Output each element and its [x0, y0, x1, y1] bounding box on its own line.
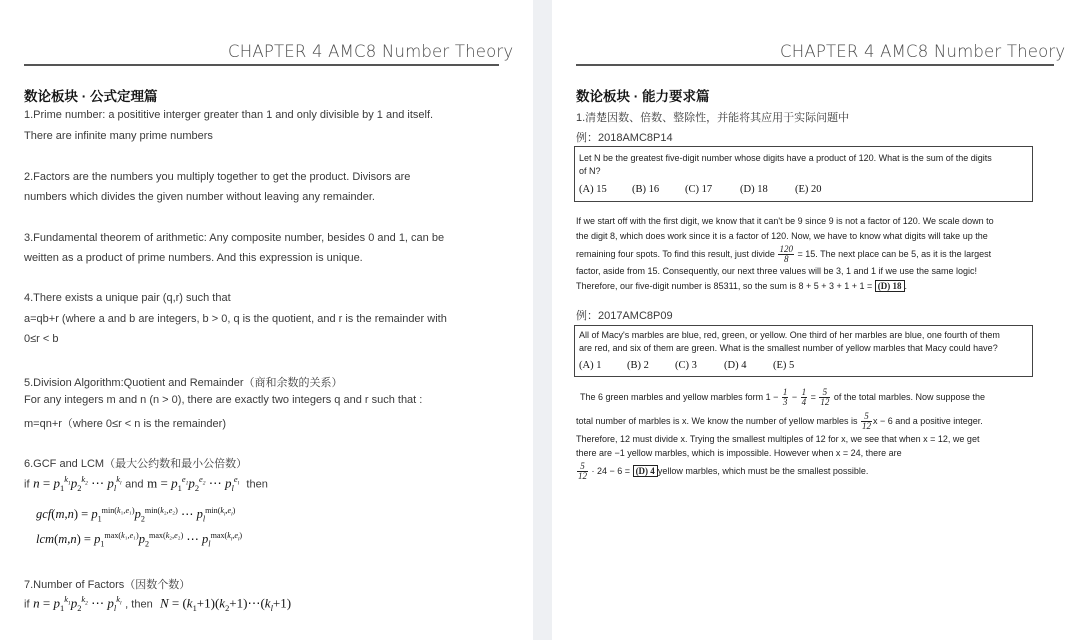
choice-b: (B) 2	[627, 360, 649, 371]
solution2-line1-b: of the total marbles. Now suppose the	[833, 391, 985, 402]
solution2-line3: Therefore, 12 must divide x. Trying the smallest multiples of 12 for x, we see that when x = 12, we get	[576, 434, 980, 444]
choice-a: (A) 1	[579, 360, 602, 371]
fraction-5-12-c: $\frac{5}{12}$	[578, 461, 587, 481]
fraction-5-12: $\frac{5}{12}$	[820, 387, 830, 407]
solution2-line5	[576, 462, 868, 481]
solution2-line2-b: x − 6 and a positive integer.	[872, 415, 983, 426]
num-factors-title: 7.Number of Factors（因数个数）	[24, 579, 191, 591]
example1-question-line1: Let N be the greatest five-digit number whose digits have a product of 120. What is the sum of the digits	[579, 153, 992, 163]
fta-line2: weitten as a product of prime numbers. And this expression is unique.	[24, 252, 363, 264]
solution2-line5-a: · 24 − 6 =	[591, 465, 631, 476]
choice-c: (C) 17	[685, 184, 713, 195]
division-algo-line1: 5.Division Algorithm:Quotient and Remainder（商和余数的关系）	[24, 377, 343, 389]
fraction-120-8: $\frac{120}{8}$	[779, 244, 793, 264]
solution1-line2: the digit 8, which does work since it is a factor of 120. Now, we have to know what digits will take up the	[576, 231, 988, 241]
fraction-1-4: $\frac{1}{4}$	[801, 387, 807, 407]
example2-problem-box	[574, 325, 1033, 377]
example1-problem-box	[574, 146, 1033, 202]
right-page	[552, 0, 1080, 640]
solution1-line3-b: = 15. The next place can be 5, as it is the largest	[797, 248, 992, 259]
choice-a: (A) 15	[579, 184, 607, 195]
factors-line2: numbers which divides the given number without leaving any remainder.	[24, 191, 375, 203]
choice-e: (E) 20	[795, 184, 822, 195]
example1-label: 例：2018AMC8P14	[576, 132, 673, 144]
solution2-line1-a: The 6 green marbles and yellow marbles form 1 −	[580, 391, 779, 402]
header-rule	[24, 64, 499, 66]
unique-pair-line1: 4.There exists a unique pair (q,r) such that	[24, 292, 231, 304]
page-header: CHAPTER 4 AMC8 Number Theory	[228, 42, 514, 61]
section-title: 数论板块 · 能力要求篇	[576, 89, 710, 104]
solution2-line4: there are −1 yellow marbles, which is impossible. However when x = 24, there are	[576, 448, 902, 458]
if-label: if	[24, 478, 30, 491]
solution1-line1: If we start off with the first digit, we know that it can't be 9 since 9 is not a factor of 120. We scale down to	[576, 216, 994, 226]
header-rule	[576, 64, 1054, 66]
lcm-formula: $lcm(m,n) = p_1^{max(k_1,e_1)}p_2^{max(k_2,e_2)}$ ⋯ $p_l^{max(k_l,e_l)}$	[36, 531, 243, 549]
then-label-2: , then	[125, 598, 153, 611]
unique-pair-line3: 0≤r < b	[24, 333, 59, 345]
choice-d: (D) 4	[724, 360, 747, 371]
solution1-line4: factor, aside from 15. Consequently, our next three values will be 3, 1 and 1 if we use the same logic!	[576, 266, 978, 276]
page-header: CHAPTER 4 AMC8 Number Theory	[780, 42, 1066, 61]
solution1-line5-a: Therefore, our five-digit number is 85311, so the sum is 8 + 5 + 3 + 1 + 1 =	[576, 281, 873, 291]
unique-pair-line2: a=qb+r (where a and b are integers, b > 0, q is the quotient, and r is the remainder with	[24, 313, 447, 325]
division-algo-line3: m=qn+r（where 0≤r < n is the remainder)	[24, 418, 226, 430]
fraction-1-3: $\frac{1}{3}$	[782, 387, 788, 407]
example1-question-line2: of N?	[579, 166, 601, 176]
if-label-2: if	[24, 598, 30, 611]
section-title: 数论板块 · 公式定理篇	[24, 89, 158, 104]
gcf-lcm-formula-line: if $n = p_1^{k_1}p_2^{k_2}$ ⋯ $p_l^{k_l}$ and $m = p_1^{e_1}p_2^{e_2}$ ⋯ $p_l^{e_l}$ then	[24, 474, 268, 493]
example2-question-line2: are red, and six of them are green. What is the smallest number of yellow marbles that Macy could have?	[579, 343, 998, 353]
example2-question-line1: All of Macy's marbles are blue, red, green, or yellow. One third of her marbles are blue, one fourth of them	[579, 330, 1000, 340]
answer-box: (D) 4	[633, 465, 658, 477]
gcf-lcm-title: 6.GCF and LCM（最大公约数和最小公倍数）	[24, 458, 248, 470]
fraction-5-12-b: $\frac{5}{12}$	[861, 411, 871, 431]
intro-text: 1.清楚因数、倍数、整除性，并能将其应用于实际问题中	[576, 112, 850, 124]
example2-label: 例：2017AMC8P09	[576, 310, 673, 322]
division-algo-line2: For any integers m and n (n > 0), there are exactly two integers q and r such that :	[24, 394, 423, 406]
solution1-line3	[576, 245, 991, 264]
choice-d: (D) 18	[740, 184, 768, 195]
solution1-line5: Therefore, our five-digit number is 85311, so the sum is 8 + 5 + 3 + 1 + 1 = (D) 18 .	[576, 281, 908, 291]
factors-line1: 2.Factors are the numbers you multiply together to get the product. Divisors are	[24, 171, 411, 183]
solution2-line2-a: total number of marbles is x. We know the number of yellow marbles is	[576, 415, 858, 426]
solution2-line5-b: yellow marbles, which must be the smallest possible.	[657, 465, 869, 476]
gcf-formula: $gcf(m,n) = p_1^{min(k_1,e_1)}p_2^{min(k_2,e_2)}$ ⋯ $p_l^{min(k_l,e_l)}$	[36, 506, 236, 524]
solution2-line2	[576, 412, 983, 431]
choice-c: (C) 3	[675, 360, 697, 371]
fta-line1: 3.Fundamental theorem of arithmetic: Any composite number, besides 0 and 1, can be	[24, 232, 445, 244]
choice-e: (E) 5	[773, 360, 795, 371]
num-factors-formula: if $n = p_1^{k_1}p_2^{k_2}$ ⋯ $p_l^{k_l}$ , then $N = (k_1+1)(k_2+1)\cdots(k_l+1)$	[24, 594, 292, 613]
then-label: then	[246, 478, 268, 491]
solution1-line3-a: remaining four spots. To find this result, just divide	[576, 248, 775, 259]
left-page	[0, 0, 533, 640]
prime-def-line1: 1.Prime number: a posititive interger greater than 1 and only divisible by 1 and itself.	[24, 109, 434, 121]
answer-box: (D) 18	[875, 280, 905, 292]
choice-b: (B) 16	[632, 184, 660, 195]
solution2-line1: The 6 green marbles and yellow marbles form 1 − $\frac{1}{3}$ − $\frac{1}{4}$ = $\frac{5}{12}$ of the total marbles. Now suppose the	[580, 387, 985, 407]
and-label: and	[125, 478, 144, 491]
prime-def-line2: There are infinite many prime numbers	[24, 130, 213, 142]
